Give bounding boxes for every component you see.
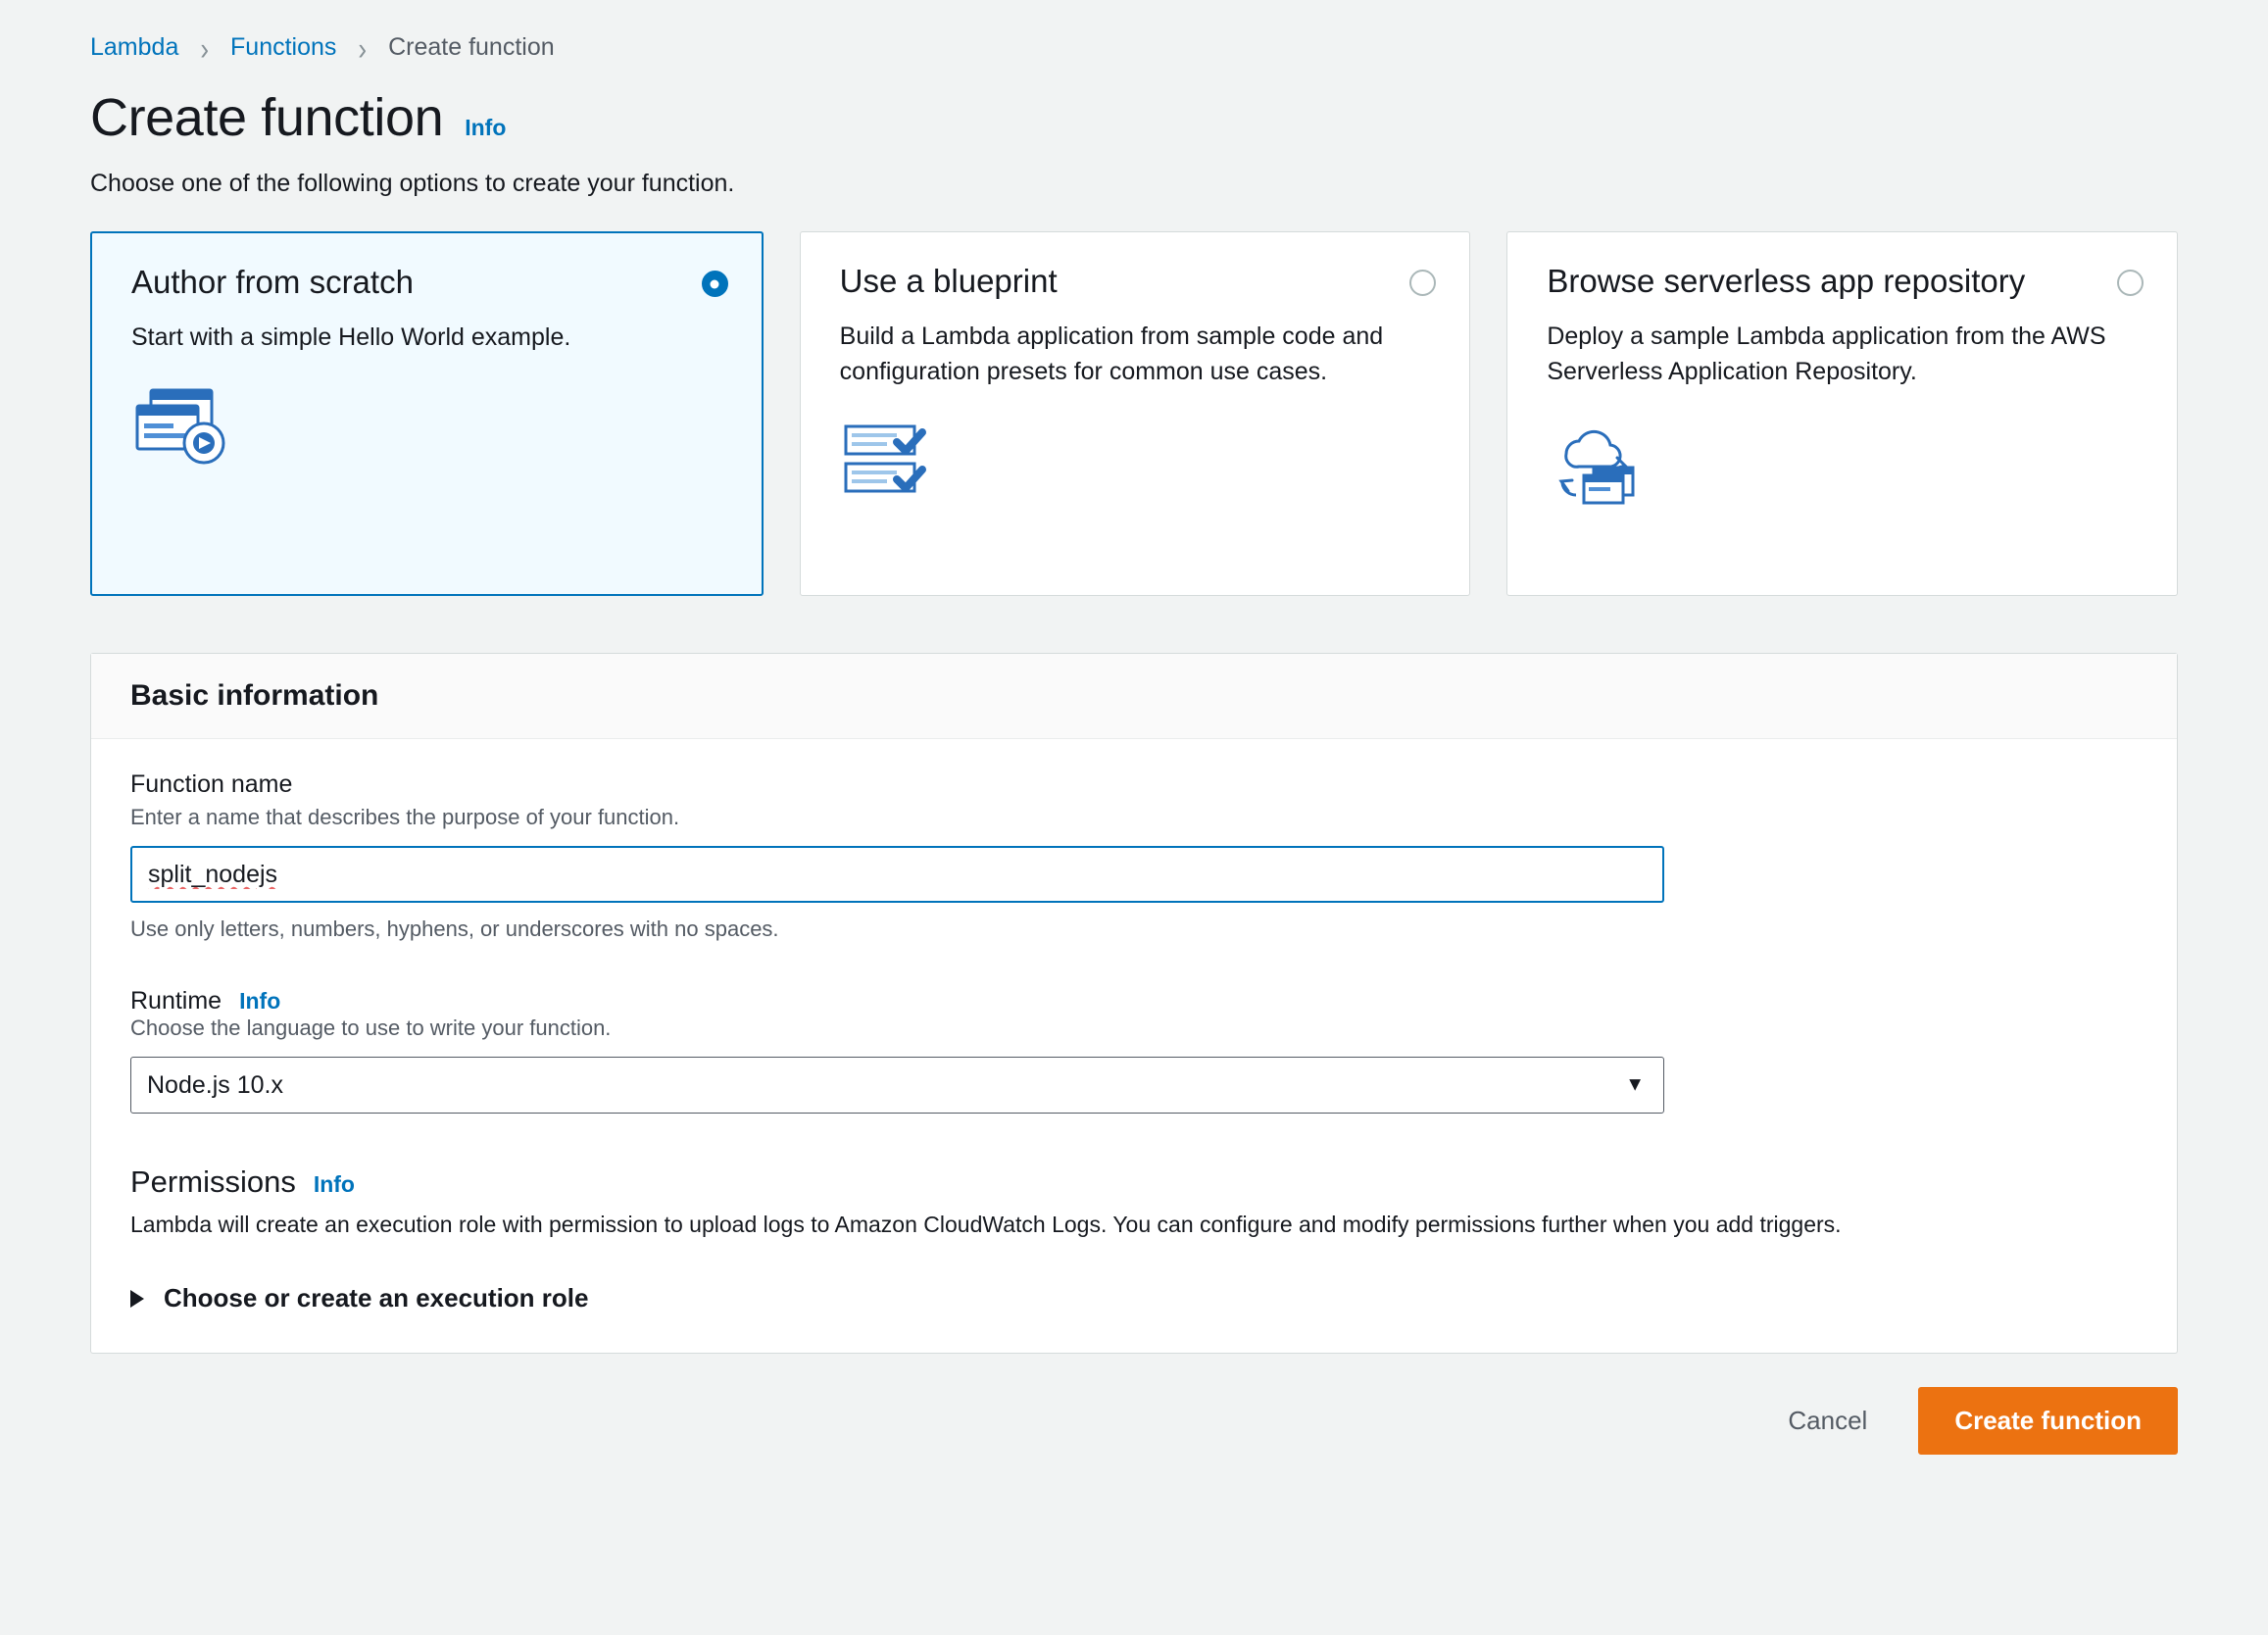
panel-title: Basic information	[130, 679, 379, 712]
radio-author-from-scratch[interactable]	[702, 271, 728, 297]
create-function-button[interactable]: Create function	[1918, 1387, 2178, 1455]
option-card-header	[840, 262, 1437, 301]
option-title: Use a blueprint	[839, 263, 1058, 299]
breadcrumb-item-functions[interactable]: Functions	[230, 33, 337, 61]
page-title: Create function	[90, 88, 444, 147]
permissions-description: Lambda will create an execution role with permission to upload logs to Amazon CloudWatch Logs. You can configure and modify permissions further when you add triggers.	[130, 1212, 1842, 1237]
option-card-author-from-scratch[interactable]	[90, 231, 764, 596]
cloud-sync-window-icon	[1547, 415, 2144, 505]
runtime-select[interactable]	[130, 1057, 1664, 1114]
option-description: Start with a simple Hello World example.	[131, 322, 571, 351]
runtime-info-link[interactable]: Info	[239, 988, 281, 1014]
option-card-header	[131, 263, 728, 302]
permissions-title-row	[130, 1164, 2138, 1200]
permissions-title: Permissions	[130, 1164, 296, 1199]
radio-browse-serverless-app-repository[interactable]	[2117, 270, 2144, 296]
option-card-use-a-blueprint[interactable]	[800, 231, 1471, 596]
page-title-row	[90, 87, 2178, 148]
caret-right-icon	[130, 1290, 144, 1308]
page-info-link[interactable]: Info	[465, 115, 507, 140]
breadcrumb-item-create-function: Create function	[388, 33, 555, 61]
panel-body	[91, 739, 2177, 1353]
option-description: Build a Lambda application from sample code and configuration presets for common use cases.	[839, 322, 1384, 385]
runtime-select-wrapper	[130, 1057, 1664, 1114]
cancel-button[interactable]: Cancel	[1782, 1394, 1873, 1448]
function-name-hint: Enter a name that describes the purpose of your function.	[130, 805, 680, 829]
creation-options	[90, 231, 2178, 596]
option-description: Deploy a sample Lambda application from the AWS Serverless Application Repository.	[1547, 322, 2106, 385]
function-name-input[interactable]	[130, 846, 1664, 903]
execution-role-expander-label: Choose or create an execution role	[164, 1283, 589, 1313]
execution-role-expander[interactable]	[130, 1283, 2138, 1313]
function-name-help: Use only letters, numbers, hyphens, or underscores with no spaces.	[130, 917, 779, 941]
breadcrumb	[90, 28, 2178, 67]
radio-use-a-blueprint[interactable]	[1409, 270, 1436, 296]
runtime-label: Runtime	[130, 987, 222, 1015]
chevron-down-icon: ▼	[1625, 1073, 1645, 1096]
breadcrumb-item-lambda[interactable]: Lambda	[90, 33, 179, 61]
option-card-browse-serverless-app-repository[interactable]	[1506, 231, 2178, 596]
page-subtitle: Choose one of the following options to create your function.	[90, 170, 735, 197]
basic-information-panel	[90, 653, 2178, 1354]
checklist-document-icon	[840, 415, 1437, 505]
breadcrumb-separator-icon: ›	[358, 28, 368, 67]
option-title: Browse serverless app repository	[1547, 263, 2026, 299]
permissions-info-link[interactable]: Info	[313, 1171, 355, 1197]
runtime-hint: Choose the language to use to write your function.	[130, 1016, 612, 1040]
function-name-label: Function name	[130, 770, 293, 798]
option-title: Author from scratch	[131, 264, 414, 300]
runtime-label-row	[130, 987, 2138, 1016]
form-actions	[90, 1387, 2178, 1494]
code-window-gear-icon	[131, 380, 728, 471]
panel-header	[91, 654, 2177, 739]
breadcrumb-separator-icon: ›	[200, 28, 210, 67]
option-card-header	[1547, 262, 2144, 301]
